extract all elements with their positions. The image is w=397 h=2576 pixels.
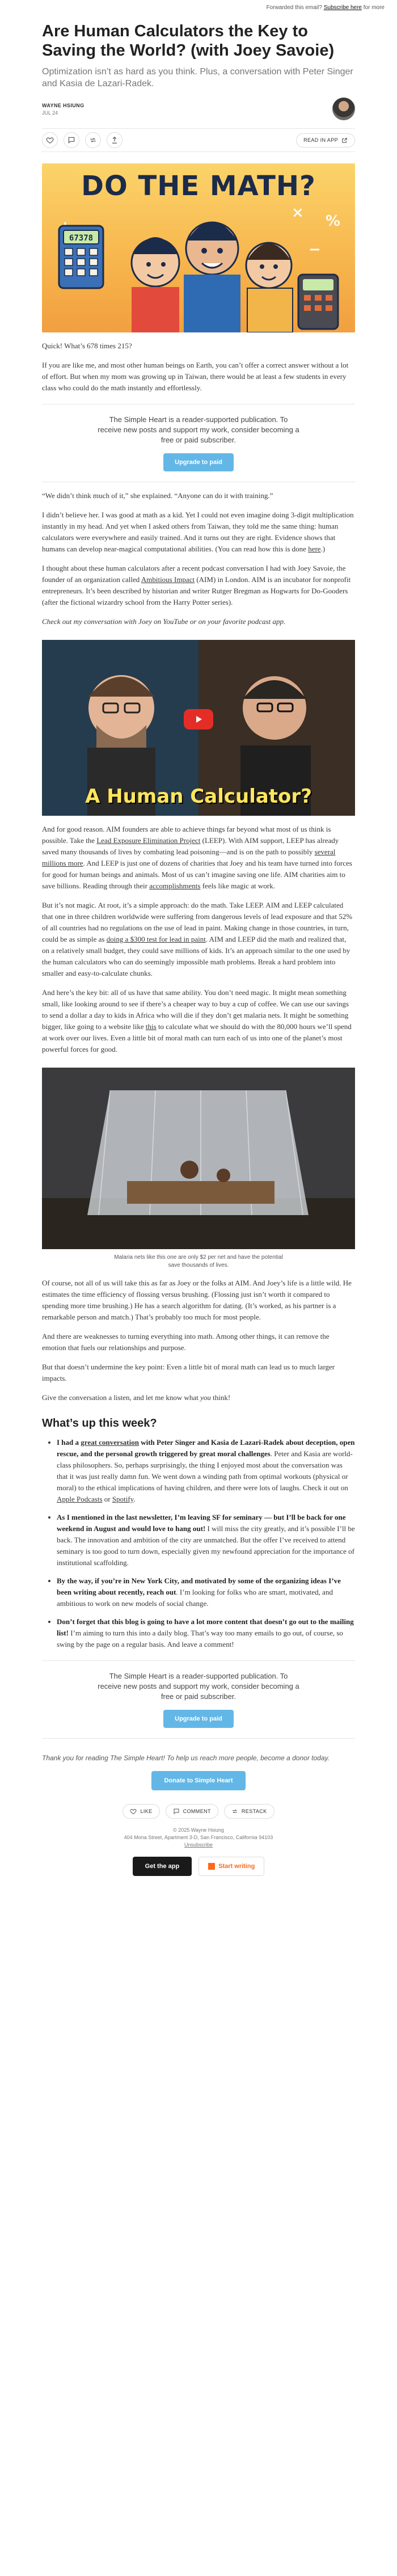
inline-link[interactable]: great conversation bbox=[81, 1438, 139, 1447]
restack-icon bbox=[89, 136, 97, 144]
footer-comment-button[interactable]: COMMENT bbox=[166, 1804, 218, 1819]
spotify-link[interactable]: Spotify bbox=[112, 1495, 134, 1503]
page-title: Are Human Calculators the Key to Saving the World? (with Joey Savoie) bbox=[42, 22, 335, 60]
external-link-icon bbox=[341, 137, 348, 144]
photo-artwork bbox=[42, 1068, 355, 1249]
subtitle: Optimization isn’t as hard as you think. Plus, a conversation with Peter Singer and Kasia de Lazari-Radek. bbox=[42, 67, 353, 88]
article bbox=[0, 22, 397, 1890]
play-icon bbox=[194, 715, 203, 724]
forward-bar: Forwarded this email? Subscribe here for more bbox=[266, 5, 385, 11]
copyright: © 2025 Wayne Hsiung bbox=[173, 1827, 224, 1833]
substack-logo-icon bbox=[208, 1863, 215, 1870]
post-actions bbox=[42, 128, 355, 152]
upgrade-to-paid-button[interactable]: Upgrade to paid bbox=[163, 1710, 234, 1728]
paragraph: I thought about these human calculators after a recent podcast conversation I had with Joey Savoie, the founder of an organization called Ambitious Impact (AIM) in London. AIM is an incubator for nonprofit entrepreneurs. It’s been described by historian and writer Rutger Bregman as Hogwarts for Do-Gooders (after the fictional wizardry school from the Harry Potter series). bbox=[42, 564, 351, 606]
address: 404 Mona Street, Apartment 3-D, San Francisco, California 94103 bbox=[124, 1835, 273, 1840]
paragraph: And here’s the key bit: all of us have that same ability. You don’t need magic. It might mean something small, like looking around to see if there’s a cheaper way to buy a cup of coffee. We can use our savings to send a dollar a day to kids in Africa who will die if they don’t get malaria nets. It might be something bigger, like going to a website like this to calculate what we should do with the 80,000 hours we’ll spend at work over our lives. Even a little bit of moral math can turn each of us into one of the planet’s most powerful forces for good. bbox=[42, 988, 352, 1053]
read-in-app-button[interactable]: READ IN APP bbox=[296, 133, 355, 147]
heart-icon bbox=[46, 136, 54, 144]
comment-button[interactable] bbox=[64, 132, 79, 148]
avatar[interactable] bbox=[332, 98, 355, 120]
inline-link[interactable]: several millions more bbox=[42, 848, 336, 867]
inline-link[interactable]: doing a $300 test for lead in paint bbox=[106, 935, 206, 943]
subscribe-link[interactable]: Subscribe here bbox=[323, 5, 362, 11]
photo-caption: Malaria nets like this one are only $2 per net and have the potential save thousands of lives. bbox=[114, 1254, 283, 1268]
thanks-note: Thank you for reading The Simple Heart! To help us reach more people, become a donor today. bbox=[42, 1754, 330, 1762]
like-button[interactable] bbox=[42, 132, 58, 148]
restack-button[interactable] bbox=[85, 132, 101, 148]
inline-link[interactable]: Ambitious Impact bbox=[141, 575, 195, 584]
hero-headline: DO THE MATH? bbox=[81, 170, 316, 202]
subscribe-cta-bottom bbox=[42, 1660, 355, 1739]
paragraph: And for good reason. AIM founders are able to achieve things far beyond what most of us think is possible. Take the Lead Exposure Elimination Project (LEEP). With AIM support, LEEP has already saved many thousands of lives by combating lead poisoning—and is on the path to possibly several millions more. And LEEP is just one of dozens of charities that Joey and his team have turned into forces for good for human beings and animals. Most of us can’t imagine saving one life. AIM charities aim to save billions. Reading through their accomplishments feels like magic at work. bbox=[42, 825, 352, 890]
byline bbox=[42, 98, 355, 120]
upgrade-to-paid-button[interactable]: Upgrade to paid bbox=[163, 453, 234, 471]
youtube-embed[interactable] bbox=[42, 640, 355, 816]
paragraph: I didn’t believe her. I was good at math as a kid. Yet I could not even imagine doing 3-digit multiplication instantly in my head. And yet when I asked others from Taiwan, they told me the same thing: human calculators were everywhere and easily trained. And it turns out they are right. Evidence shows that humans can develop near-magical computational abilities. (You can read how this is done here.) bbox=[42, 511, 354, 553]
unsubscribe-link[interactable]: Unsubscribe bbox=[184, 1842, 213, 1848]
cta-message: The Simple Heart is a reader-supported publication. To receive new posts and support my work, consider becoming a free or paid subscriber. bbox=[98, 1672, 299, 1701]
paragraph: But that doesn’t undermine the key point: Even a little bit of moral math can lead us to much larger impacts. bbox=[42, 1363, 335, 1382]
paragraph: And there are weaknesses to turning everything into math. Among other things, it can remove the emotion that fuels our relationships and purpose. bbox=[42, 1332, 330, 1352]
apple-podcasts-link[interactable]: Apple Podcasts bbox=[57, 1495, 103, 1503]
author-name[interactable]: WAYNE HSIUNG bbox=[42, 102, 85, 108]
list-item: • By the way, if you’re in New York City, and motivated by some of the organizing ideas I’ve been writing about recently, reach out. I’m looking for folks who are smart, motivated, and ambitious to work on new models of social change. bbox=[57, 1575, 355, 1609]
footer-restack-button[interactable]: RESTACK bbox=[224, 1804, 274, 1819]
comment-icon bbox=[173, 1808, 180, 1815]
paragraph: Check out my conversation with Joey on YouTube or on your favorite podcast app. bbox=[42, 617, 286, 626]
footer-like-button[interactable]: LIKE bbox=[123, 1804, 159, 1819]
footer-buttons bbox=[42, 1857, 355, 1890]
hero-artwork bbox=[42, 163, 355, 332]
inline-link[interactable]: this bbox=[145, 1022, 157, 1031]
play-button[interactable] bbox=[184, 709, 213, 730]
restack-icon bbox=[231, 1808, 238, 1815]
heart-icon bbox=[130, 1808, 137, 1815]
inline-link[interactable]: here bbox=[308, 545, 321, 553]
share-icon bbox=[111, 136, 119, 144]
paragraph: “We didn’t think much of it,” she explained. “Anyone can do it with training.” bbox=[42, 491, 273, 500]
paragraph: If you are like me, and most other human beings on Earth, you can’t offer a correct answer without a lot of effort. But when my mom was growing up in Taiwan, there would be at least a few students in every class who could do the math instantly and effortlessly. bbox=[42, 361, 349, 392]
share-button[interactable] bbox=[107, 132, 123, 148]
weekly-updates-list bbox=[42, 1437, 355, 1650]
footer-info bbox=[42, 1827, 355, 1849]
donate-button[interactable]: Donate to Simple Heart bbox=[151, 1771, 245, 1790]
get-the-app-button[interactable]: Get the app bbox=[133, 1857, 192, 1876]
cta-message: The Simple Heart is a reader-supported publication. To receive new posts and support my work, consider becoming a free or paid subscriber. bbox=[98, 415, 299, 444]
post-date: JUL 24 bbox=[42, 109, 58, 116]
hero-illustration[interactable] bbox=[42, 163, 355, 332]
start-writing-button[interactable]: Start writing bbox=[198, 1857, 264, 1876]
svg-text:%: % bbox=[326, 213, 341, 230]
paragraph: Give the conversation a listen, and let me know what you think! bbox=[42, 1393, 231, 1402]
video-title-overlay: A Human Calculator? bbox=[85, 785, 312, 808]
list-item: • I had a great conversation with Peter Singer and Kasia de Lazari-Radek about deception, open rescue, and the personal growth triggered by great moral challenges. Peter and Kasia are world-class philosophers. So, perhaps surprisingly, the thing I enjoyed most about the conversation was that it was just really damn fun. We went down a winding path from optimal workouts (physical or moral) to the ethical implications of having children, and there were lots of laughs. Check it out on Apple Podcasts or Spotify. bbox=[57, 1437, 355, 1505]
inline-link[interactable]: Lead Exposure Elimination Project bbox=[96, 836, 201, 845]
malaria-net-photo[interactable] bbox=[42, 1068, 355, 1249]
comment-icon bbox=[67, 136, 75, 144]
paragraph: But it’s not magic. At root, it’s a simple approach: do the math. Take LEEP. AIM and LEEP calculated that one in three children worldwide were suffering from dangerous levels of lead exposure and that 52% of all countries had no regulations on the use of lead in paint. Making change in those countries, in turn, could be as simple as doing a $300 test for lead in paint. AIM and LEEP did the math and realized that, on a relatively small budget, they could save millions of kids. It’s an approach similar to the one used by the human calculators who can do seemingly impossible math problems. Break a hard problem into smaller and easy-to-calculate chunks. bbox=[42, 901, 353, 977]
list-item: • As I mentioned in the last newsletter, I’m leaving SF for seminary — but I’ll be back for one weekend in August and would love to hang out! I will miss the city greatly, and it’s possible I’ll be back. The innovation and ambition of the city are unmatched. But the offer I’ve received to attend seminary is too good to turn down, especially given my newfound appreciation for the importance of institutional scaffolding. bbox=[57, 1512, 355, 1569]
svg-text:−: − bbox=[309, 241, 321, 258]
paragraph: Of course, not all of us will take this as far as Joey or the folks at AIM. And Joey’s life is a little wild. He estimates the time efficiency of flossing versus brushing. (Flossing just isn’t worth it compared to spending more time brushing.) He has a search algorithm for dating. (It’s worked, as his partner is a remarkable person and match.) That’s probably too much for most people. bbox=[42, 1279, 352, 1321]
calculator-display: 67378 bbox=[69, 234, 94, 243]
subscribe-cta bbox=[42, 404, 355, 482]
section-heading: What’s up this week? bbox=[42, 1417, 157, 1430]
inline-link[interactable]: accomplishments bbox=[149, 882, 201, 890]
footer-actions bbox=[42, 1804, 355, 1819]
paragraph: Quick! What’s 678 times 215? bbox=[42, 342, 132, 350]
list-item: • Don’t forget that this blog is going to have a lot more content that doesn’t go out to the mailing list! I’m aiming to turn this into a daily blog. That’s way too many emails to go out, of course, so swing by the page on a regular basis. And leave a comment! bbox=[57, 1616, 355, 1650]
svg-text:×: × bbox=[292, 204, 304, 221]
